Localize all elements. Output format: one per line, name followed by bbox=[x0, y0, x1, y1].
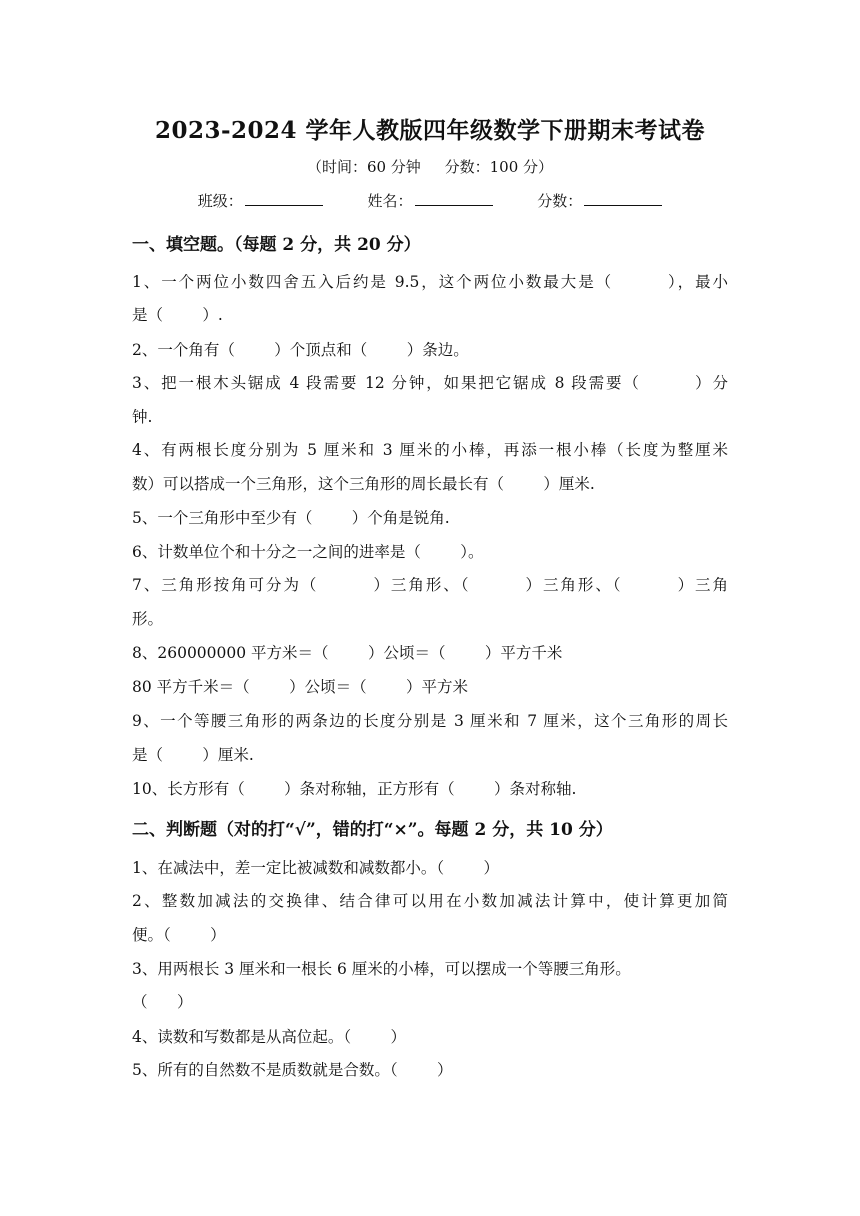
section-heading-fill-in: 一、填空题。（每题 2 分，共 20 分） bbox=[132, 235, 421, 255]
question-line: 2、一个角有（ ）个顶点和（ ）条边。 bbox=[132, 341, 469, 359]
question-line: 3、把一根木头锯成 4 段需要 12 分钟，如果把它锯成 8 段需要（ ）分 bbox=[132, 374, 728, 392]
page-title: 2023-2024 学年人教版四年级数学下册期末考试卷 bbox=[154, 117, 706, 144]
question-line: 9、一个等腰三角形的两条边的长度分别是 3 厘米和 7 厘米，这个三角形的周长 bbox=[132, 712, 728, 730]
question-line: 是（ ）. bbox=[132, 306, 223, 324]
question-line: （ ） bbox=[132, 993, 193, 1011]
question-line: 5、所有的自然数不是质数就是合数。（ ） bbox=[132, 1061, 453, 1079]
name-field bbox=[367, 190, 492, 211]
question-line: 6、计数单位个和十分之一之间的进率是（ ）。 bbox=[132, 543, 484, 561]
name-label: 姓名： bbox=[367, 192, 413, 210]
question-line: 便。（ ） bbox=[132, 926, 226, 944]
section-heading-true-false: 二、判断题（对的打“√”，错的打“×”。每题 2 分，共 10 分） bbox=[132, 820, 613, 840]
question-line: 1、一个两位小数四舍五入后约是 9.5，这个两位小数最大是（ ），最小 bbox=[132, 273, 728, 291]
question-line: 10、长方形有（ ）条对称轴，正方形有（ ）条对称轴. bbox=[132, 780, 577, 798]
question-line: 4、有两根长度分别为 5 厘米和 3 厘米的小棒，再添一根小棒（长度为整厘米 bbox=[132, 441, 728, 459]
question-line: 1、在减法中，差一定比被减数和减数都小。（ ） bbox=[132, 859, 500, 877]
name-blank[interactable] bbox=[415, 191, 493, 206]
question-line: 8、260000000 平方米＝（ ）公顷＝（ ）平方千米 bbox=[132, 644, 563, 662]
question-line: 4、读数和写数都是从高位起。（ ） bbox=[132, 1028, 407, 1046]
student-info-row bbox=[0, 190, 860, 211]
question-line: 3、用两根长 3 厘米和一根长 6 厘米的小棒，可以摆成一个等腰三角形。 bbox=[132, 960, 631, 978]
question-line: 5、一个三角形中至少有（ ）个角是锐角. bbox=[132, 509, 450, 527]
question-line: 7、三角形按角可分为（ ）三角形、（ ）三角形、（ ）三角 bbox=[132, 576, 728, 594]
score-field bbox=[537, 190, 662, 211]
question-line: 钟. bbox=[132, 408, 153, 426]
score-blank[interactable] bbox=[584, 191, 662, 206]
question-line: 形。 bbox=[132, 610, 164, 628]
class-field bbox=[198, 190, 323, 211]
class-blank[interactable] bbox=[245, 191, 323, 206]
question-line: 是（ ）厘米. bbox=[132, 746, 254, 764]
question-line: 数）可以搭成一个三角形，这个三角形的周长最长有（ ）厘米. bbox=[132, 475, 595, 493]
exam-time-score: （时间：60 分钟 分数：100 分） bbox=[306, 158, 554, 176]
score-label: 分数： bbox=[537, 192, 583, 210]
class-label: 班级： bbox=[197, 192, 243, 210]
question-line: 2、整数加减法的交换律、结合律可以用在小数加减法计算中，使计算更加简 bbox=[132, 892, 728, 910]
question-line: 80 平方千米＝（ ）公顷＝（ ）平方米 bbox=[132, 678, 468, 696]
